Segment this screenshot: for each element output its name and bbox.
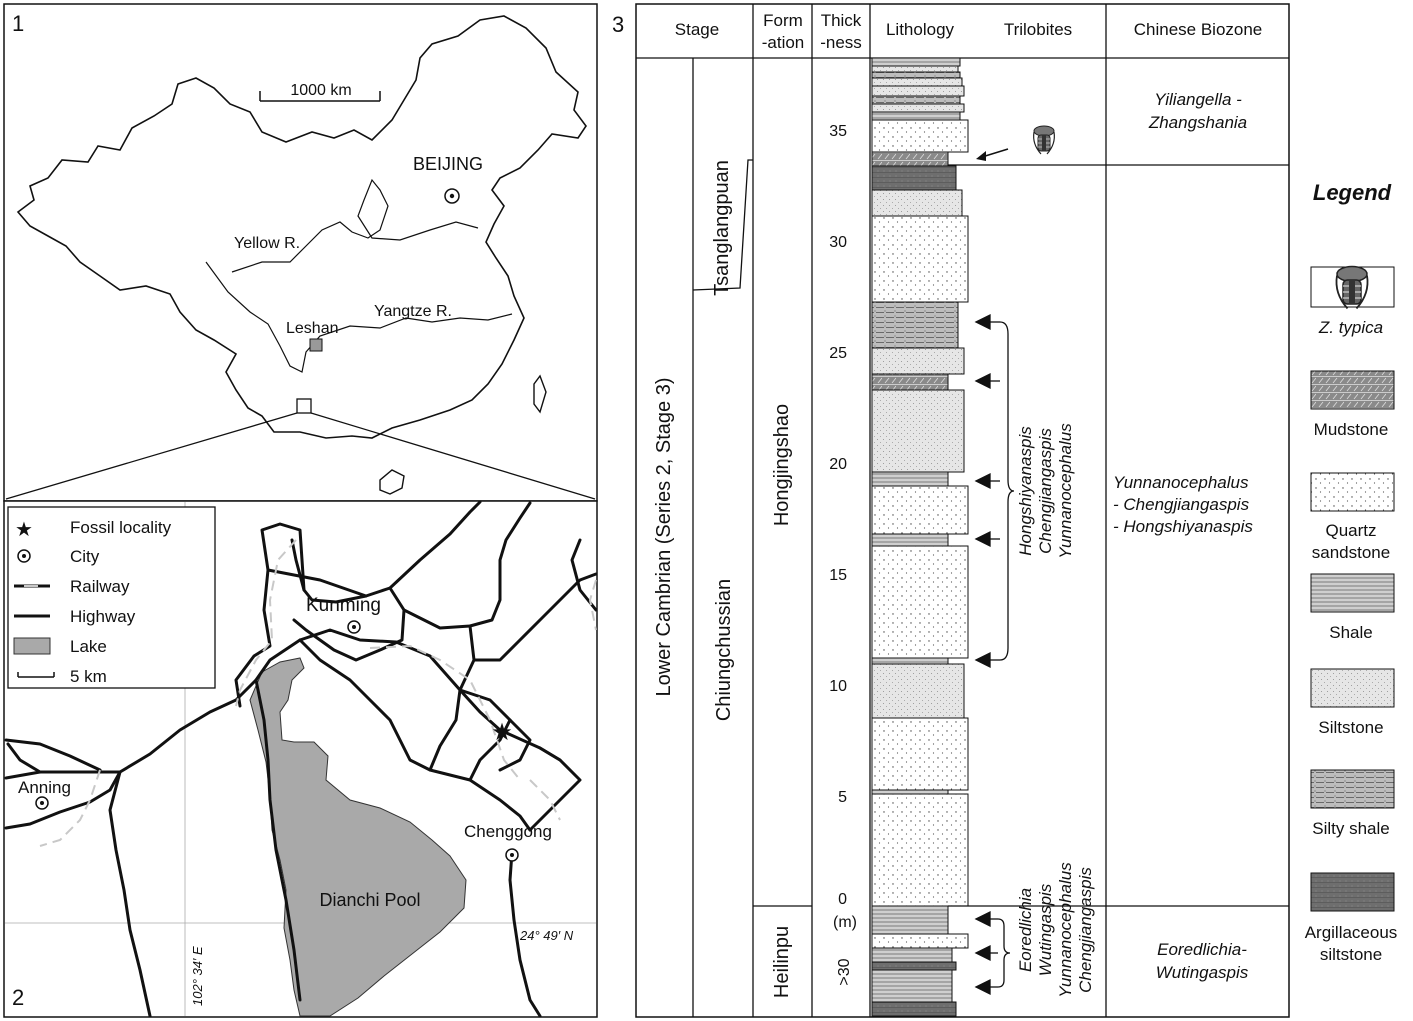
legend-label-arg-1: Argillaceous <box>1304 923 1398 942</box>
lithology-legend <box>1305 180 1398 964</box>
anning-city-dot <box>40 801 44 805</box>
fossil-locality-star-icon: ★ <box>15 517 33 541</box>
legend-label-quartz-2: sandstone <box>1311 543 1391 562</box>
legend-label-arg-2: siltstone <box>1319 945 1383 964</box>
tick-20: 20 <box>829 456 847 473</box>
occurrence-arrows-middle <box>976 315 1014 667</box>
bed-shale <box>872 112 960 120</box>
panel-1-frame <box>4 4 597 501</box>
bed-siltstone <box>872 348 964 374</box>
header-thickness-2: -ness <box>820 33 862 52</box>
bed-quartz-sandstone <box>872 934 968 948</box>
beijing-city-dot <box>450 194 454 198</box>
trilobite-chengjiangaspis: Chengjiangaspis <box>1036 428 1055 554</box>
stage-upper-label: Tsanglangpuan <box>711 160 733 296</box>
city-icon-dot <box>22 554 26 558</box>
trilobite-wutingaspis: Wutingaspis <box>1036 883 1055 977</box>
legend-label-highway: Highway <box>70 607 136 626</box>
bed-shale <box>872 948 952 962</box>
tick-25: 25 <box>829 345 847 362</box>
legend-swatch-argillaceous <box>1311 873 1394 911</box>
header-thickness-1: Thick <box>820 11 862 30</box>
biozone-mid-3: - Hongshiyanaspis <box>1113 517 1253 536</box>
panel-stratigraphic-column <box>612 4 1289 1017</box>
bed-quartz-sandstone <box>872 120 968 152</box>
z-typica-arrowhead-icon <box>976 151 986 161</box>
bed-mudstone <box>872 152 948 166</box>
tick-10: 10 <box>829 678 847 695</box>
panel-3-label: 3 <box>612 12 625 37</box>
below-label: >30 <box>836 958 853 986</box>
header-biozone: Chinese Biozone <box>1133 20 1263 39</box>
formation-upper-label: Hongjingshao <box>771 403 793 527</box>
bed-siltstone <box>872 86 964 96</box>
bed-mudstone <box>872 374 948 390</box>
bed-argillaceous-siltstone <box>872 1002 956 1016</box>
bed-silty-shale <box>872 72 960 78</box>
scale-label-1000km: 1000 km <box>290 82 352 99</box>
bed-siltstone <box>872 390 964 472</box>
bed-siltstone <box>872 190 962 216</box>
legend-swatch-quartz <box>1311 473 1394 511</box>
stage-lower-label: Chiungchussian <box>713 578 735 722</box>
occurrence-arrows-lower <box>976 912 1010 994</box>
legend-swatch-mudstone <box>1311 371 1394 409</box>
label-leshan: Leshan <box>286 320 339 337</box>
bed-shale <box>872 970 952 1002</box>
biozone-mid-1: Yunnanocephalus <box>1113 473 1249 492</box>
label-dianchi-pool: Dianchi Pool <box>319 890 421 910</box>
fossil-locality-marker-icon: ★ <box>491 718 513 746</box>
panel-1-label: 1 <box>12 11 25 36</box>
lithology-column <box>872 58 968 1016</box>
study-area-box <box>297 399 311 413</box>
chenggong-city-dot <box>510 853 514 857</box>
label-beijing: BEIJING <box>412 154 484 174</box>
biozone-top-1: Yiliangella - <box>1154 90 1242 109</box>
legend-swatch-silty-shale <box>1311 770 1394 808</box>
legend-label-fossil: Fossil locality <box>70 518 172 537</box>
legend-label-mudstone: Mudstone <box>1313 420 1389 439</box>
longitude-label: 102° 34′ E <box>190 946 205 1006</box>
label-chenggong: Chenggong <box>464 822 552 841</box>
biozone-bot-2: Wutingaspis <box>1155 963 1249 982</box>
trilobite-hongshiyanaspis: Hongshiyanaspis <box>1016 426 1035 556</box>
legend-label-silty-shale: Silty shale <box>1312 819 1390 838</box>
legend-label-scale: 5 km <box>70 667 107 686</box>
legend-swatch-siltstone <box>1311 669 1394 707</box>
leshan-marker <box>310 339 322 351</box>
z-typica-trilobite-icon <box>1034 126 1055 154</box>
header-stage: Stage <box>674 20 720 39</box>
bed-quartz-sandstone <box>872 546 968 658</box>
label-anning: Anning <box>18 778 71 797</box>
bed-argillaceous-siltstone <box>872 166 956 190</box>
biozone-top-2: Zhangshania <box>1148 113 1248 132</box>
legend-label-ztypica: Z. typica <box>1318 318 1384 337</box>
bed-silty-shale <box>872 302 958 348</box>
bed-shale <box>872 906 948 934</box>
legend-label-lake: Lake <box>70 637 107 656</box>
bed-shale <box>872 534 948 546</box>
lake-legend-swatch <box>14 638 50 654</box>
trilobite-yunnanocephalus: Yunnanocephalus <box>1056 423 1075 559</box>
tick-30: 30 <box>829 234 847 251</box>
thickness-axis <box>829 123 857 986</box>
legend-label-quartz-1: Quartz <box>1325 521 1377 540</box>
label-yellow-river: Yellow R. <box>234 235 301 252</box>
tick-0: 0 <box>838 891 847 908</box>
bed-quartz-sandstone <box>872 718 968 790</box>
legend-label-shale: Shale <box>1329 623 1373 642</box>
kunming-city-dot <box>352 625 356 629</box>
bed-shale <box>872 472 948 486</box>
label-kunming: Kunming <box>306 595 381 616</box>
bed-siltstone <box>872 78 962 86</box>
tick-35: 35 <box>829 123 847 140</box>
bed-silty-shale <box>872 96 960 104</box>
legend-label-city: City <box>70 547 100 566</box>
legend-label-siltstone: Siltstone <box>1318 718 1384 737</box>
bed-argillaceous-siltstone <box>872 962 956 970</box>
label-yangtze-river: Yangtze R. <box>374 303 452 320</box>
header-formation-1: Form <box>763 11 803 30</box>
tick-15: 15 <box>829 567 847 584</box>
header-lithology: Lithology <box>885 20 955 39</box>
latitude-label: 24° 49′ N <box>520 928 574 943</box>
panel-china-map <box>4 4 597 501</box>
trilobite-chengjiangaspis-lower: Chengjiangaspis <box>1076 867 1095 993</box>
biozone-mid-2: - Chengjiangaspis <box>1113 495 1250 514</box>
header-trilobites: Trilobites <box>1003 20 1073 39</box>
tick-5: 5 <box>838 789 847 806</box>
trilobite-eoredlichia: Eoredlichia <box>1016 887 1035 973</box>
bed-shale <box>872 58 960 66</box>
biozone-bot-1: Eoredlichia- <box>1157 940 1247 959</box>
unit-label: (m) <box>833 914 857 931</box>
panel-2-label: 2 <box>12 985 25 1010</box>
bed-siltstone <box>872 104 964 112</box>
bed-quartz-sandstone <box>872 794 968 906</box>
bed-siltstone <box>872 66 958 72</box>
panel-kunming-map <box>4 501 597 1017</box>
bed-shale <box>872 790 948 794</box>
bed-quartz-sandstone <box>872 216 968 302</box>
legend-swatch-shale <box>1311 574 1394 612</box>
bed-siltstone <box>872 664 964 718</box>
bed-quartz-sandstone <box>872 486 968 534</box>
formation-lower-label: Heilinpu <box>771 925 793 999</box>
series-label: Lower Cambrian (Series 2, Stage 3) <box>653 377 675 697</box>
bed-shale <box>872 658 948 664</box>
legend-label-railway: Railway <box>70 577 130 596</box>
legend-title: Legend <box>1312 180 1392 205</box>
header-formation-2: -ation <box>761 33 805 52</box>
trilobite-yunnanocephalus-lower: Yunnanocephalus <box>1056 862 1075 998</box>
